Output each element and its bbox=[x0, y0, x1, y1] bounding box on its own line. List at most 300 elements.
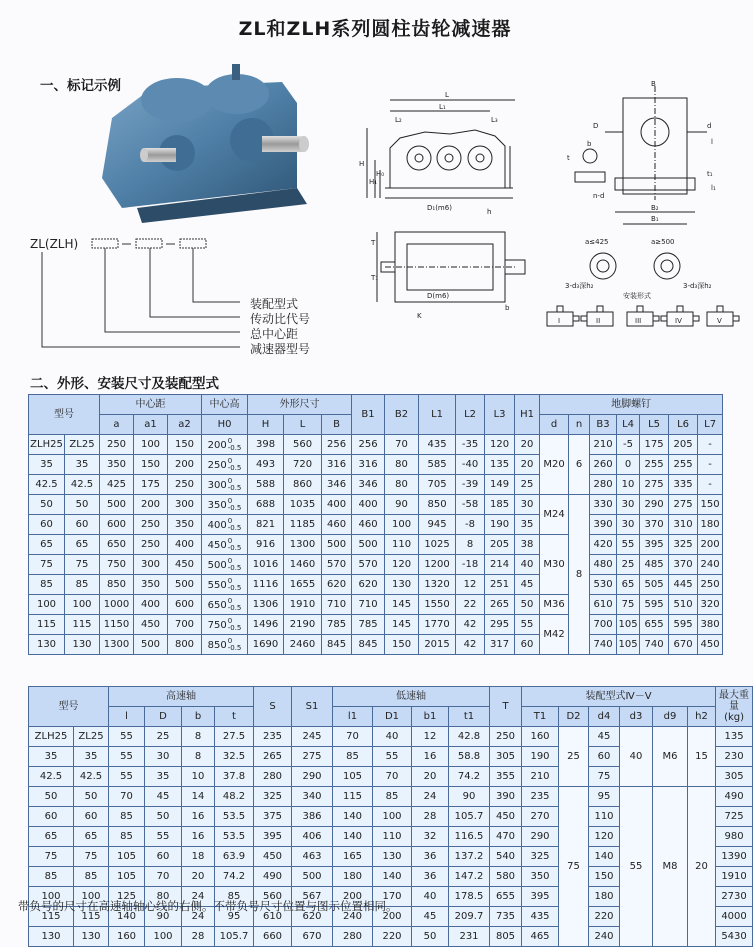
bolt-d-cell: M36 bbox=[540, 595, 569, 615]
table-cell: 785 bbox=[322, 615, 352, 635]
table-cell: 325 bbox=[254, 787, 292, 807]
t1-header-L3: L3 bbox=[485, 395, 515, 435]
table-cell: 16 bbox=[182, 807, 215, 827]
table-cell: 115 bbox=[29, 615, 65, 635]
table-cell: 1300 bbox=[284, 535, 322, 555]
table-cell: 214 bbox=[485, 555, 515, 575]
table-cell: - bbox=[698, 475, 723, 495]
table-cell: 2460 bbox=[284, 635, 322, 655]
table-cell: 500 bbox=[352, 535, 385, 555]
table-cell: 40 bbox=[515, 555, 540, 575]
table-cell: 50 bbox=[145, 807, 182, 827]
t1-sub-a: a bbox=[100, 415, 134, 435]
table-cell: 2190 bbox=[284, 615, 322, 635]
table-cell: 370 bbox=[640, 515, 669, 535]
table-cell: 85 bbox=[333, 747, 373, 767]
h0-value: 300 bbox=[207, 479, 227, 491]
table-cell: 916 bbox=[248, 535, 284, 555]
h0-tolerance bbox=[228, 498, 242, 512]
h0-value: 550 bbox=[207, 579, 227, 591]
table-row bbox=[29, 495, 723, 515]
t2-header-T: T bbox=[490, 687, 522, 727]
table-cell: 180 bbox=[333, 867, 373, 887]
table-cell: 240 bbox=[698, 555, 723, 575]
table-cell: 300 bbox=[168, 495, 202, 515]
table-cell: -39 bbox=[456, 475, 485, 495]
tol-lower: -0.5 bbox=[227, 483, 242, 492]
shaft-label-l: l bbox=[711, 138, 713, 146]
table-cell: 398 bbox=[248, 435, 284, 455]
table-cell: 149 bbox=[485, 475, 515, 495]
t2-sub-d4: d4 bbox=[589, 707, 620, 727]
table-cell: 27.5 bbox=[215, 727, 254, 747]
table-cell: 320 bbox=[698, 595, 723, 615]
table-cell: 55 bbox=[373, 747, 412, 767]
table-cell: 510 bbox=[669, 595, 698, 615]
table-cell: 945 bbox=[419, 515, 456, 535]
table-cell: 150 bbox=[385, 635, 419, 655]
table-cell: 688 bbox=[248, 495, 284, 515]
t1-sub-L4: L4 bbox=[617, 415, 640, 435]
table-cell: 1150 bbox=[100, 615, 134, 635]
side-label-H1: H₁ bbox=[369, 178, 378, 186]
mount-types-title: 安装形式 bbox=[623, 292, 651, 300]
table-cell: 280 bbox=[333, 927, 373, 947]
t1-header-outline: 外形尺寸 bbox=[248, 395, 352, 415]
table-cell: 310 bbox=[669, 515, 698, 535]
table-cell: 50 bbox=[412, 927, 449, 947]
table-cell: 100 bbox=[29, 595, 65, 615]
shaft-label-b: b bbox=[587, 140, 592, 148]
table-cell: 85 bbox=[29, 575, 65, 595]
t1-sub-B: B bbox=[322, 415, 352, 435]
table-cell: 14 bbox=[182, 787, 215, 807]
h0-tolerance bbox=[228, 638, 242, 652]
table-cell: 390 bbox=[590, 515, 617, 535]
table-cell: 2730 bbox=[716, 887, 753, 907]
tol-lower: -0.5 bbox=[227, 583, 242, 592]
mount-type-5: V bbox=[717, 317, 722, 325]
table-cell: 75 bbox=[65, 555, 100, 575]
h0-value: 200 bbox=[207, 439, 227, 451]
table-cell: 1655 bbox=[284, 575, 322, 595]
table-cell: 75 bbox=[74, 847, 109, 867]
shaft-label-l1: l₁ bbox=[711, 184, 716, 192]
table-cell: 45 bbox=[412, 907, 449, 927]
table-cell: 560 bbox=[254, 887, 292, 907]
table-cell: 2015 bbox=[419, 635, 456, 655]
table-cell: 10 bbox=[182, 767, 215, 787]
table-cell: 1185 bbox=[284, 515, 322, 535]
side-label-h: h bbox=[487, 208, 492, 216]
mount-type-4: IV bbox=[675, 317, 682, 325]
table-cell: 42 bbox=[456, 615, 485, 635]
table-cell: 105 bbox=[617, 635, 640, 655]
table-cell: 370 bbox=[669, 555, 698, 575]
table-cell: 610 bbox=[254, 907, 292, 927]
table-cell: 245 bbox=[292, 727, 333, 747]
t1-sub-d: d bbox=[540, 415, 569, 435]
table-cell: 140 bbox=[333, 807, 373, 827]
end-label-B2: B₂ bbox=[651, 204, 659, 212]
table-cell: 255 bbox=[640, 455, 669, 475]
table-cell: 60 bbox=[65, 515, 100, 535]
table-cell: 350 bbox=[134, 575, 168, 595]
table-cell: 470 bbox=[490, 827, 522, 847]
table-cell: 465 bbox=[522, 927, 559, 947]
table-cell: 490 bbox=[254, 867, 292, 887]
table-cell: 95 bbox=[589, 787, 620, 807]
table-cell: 42.8 bbox=[449, 727, 490, 747]
table-cell: 350 bbox=[522, 867, 559, 887]
side-label-H: H bbox=[359, 160, 365, 168]
table-cell: 140 bbox=[109, 907, 145, 927]
table-cell: 120 bbox=[589, 827, 620, 847]
table-cell: 42 bbox=[456, 635, 485, 655]
table-cell: 85 bbox=[29, 867, 74, 887]
table-cell: 50 bbox=[29, 495, 65, 515]
end-label-D: D bbox=[593, 122, 599, 130]
shaft-detail-drawing bbox=[567, 138, 716, 192]
h0-value: 650 bbox=[207, 599, 227, 611]
table-cell: 650 bbox=[100, 535, 134, 555]
table-cell: 85 bbox=[373, 787, 412, 807]
page-title: ZL和ZLH系列圆柱齿轮减速器 bbox=[238, 18, 512, 40]
table-cell: 390 bbox=[490, 787, 522, 807]
h0-tolerance bbox=[228, 558, 242, 572]
table-cell: 80 bbox=[385, 455, 419, 475]
table-cell: -58 bbox=[456, 495, 485, 515]
tol-upper: 0 bbox=[227, 556, 233, 565]
table-cell: 45 bbox=[589, 727, 620, 747]
table-cell: 42.5 bbox=[29, 767, 74, 787]
table-cell: 280 bbox=[590, 475, 617, 495]
table-cell: 130 bbox=[74, 927, 109, 947]
table-cell: ZLH25 bbox=[29, 435, 65, 455]
table-cell: 220 bbox=[373, 927, 412, 947]
d3-cell: 40 bbox=[620, 727, 653, 787]
t2-sub-h2: h2 bbox=[688, 707, 716, 727]
d9-cell: M6 bbox=[653, 727, 688, 787]
table-cell: 55 bbox=[109, 747, 145, 767]
table-cell: 450 bbox=[134, 615, 168, 635]
table-cell: 75 bbox=[29, 847, 74, 867]
hole-label-d3-a: 3-d₃深h₂ bbox=[565, 282, 594, 290]
table-cell: 35 bbox=[65, 455, 100, 475]
table-cell: 250 bbox=[490, 727, 522, 747]
table-cell: 805 bbox=[490, 927, 522, 947]
table-cell: 105 bbox=[109, 847, 145, 867]
table-cell: 190 bbox=[485, 515, 515, 535]
table-cell: 55 bbox=[109, 767, 145, 787]
table-cell: 445 bbox=[669, 575, 698, 595]
table-cell: 406 bbox=[292, 827, 333, 847]
plan-label-T: T bbox=[371, 239, 376, 247]
table-cell: -8 bbox=[456, 515, 485, 535]
table-cell: 180 bbox=[589, 887, 620, 907]
table-cell: 8 bbox=[182, 727, 215, 747]
table-cell: 560 bbox=[284, 435, 322, 455]
table-cell: 710 bbox=[322, 595, 352, 615]
h0-value: 250 bbox=[207, 459, 227, 471]
table-cell: 725 bbox=[716, 807, 753, 827]
d2-cell: 75 bbox=[559, 787, 589, 947]
table-cell: 160 bbox=[522, 727, 559, 747]
table-cell: 115 bbox=[29, 907, 74, 927]
tol-lower: -0.5 bbox=[227, 603, 242, 612]
d2-cell: 25 bbox=[559, 727, 589, 787]
table-cell: 250 bbox=[134, 515, 168, 535]
tol-upper: 0 bbox=[227, 616, 233, 625]
table-cell: 85 bbox=[215, 887, 254, 907]
table-cell: 115 bbox=[65, 615, 100, 635]
t1-sub-H: H bbox=[248, 415, 284, 435]
table-cell: 24 bbox=[182, 907, 215, 927]
h0-tolerance bbox=[228, 578, 242, 592]
tol-lower: -0.5 bbox=[227, 623, 242, 632]
bolt-d-cell: M20 bbox=[540, 435, 569, 495]
table-cell: 40 bbox=[412, 887, 449, 907]
side-label-L: L bbox=[445, 91, 449, 99]
h0-tolerance bbox=[228, 478, 242, 492]
plan-label-b: b bbox=[505, 304, 510, 312]
legend-ratio: 传动比代号 bbox=[250, 312, 311, 326]
table-cell: 200 bbox=[373, 907, 412, 927]
t2-sub-l: l bbox=[109, 707, 145, 727]
table-cell: 325 bbox=[669, 535, 698, 555]
t2-sub-T1: T1 bbox=[522, 707, 559, 727]
table-cell: 493 bbox=[248, 455, 284, 475]
table-cell: 400 bbox=[134, 595, 168, 615]
table-cell: 145 bbox=[385, 595, 419, 615]
hole-label-d3-b: 3-d₃深h₂ bbox=[683, 282, 712, 290]
table-cell: 620 bbox=[292, 907, 333, 927]
t2-sub-b1: b1 bbox=[412, 707, 449, 727]
table-cell: 170 bbox=[373, 887, 412, 907]
table-cell: 400 bbox=[168, 535, 202, 555]
table-cell: 135 bbox=[716, 727, 753, 747]
t1-header-model: 型号 bbox=[29, 395, 100, 435]
legend-assembly: 装配型式 bbox=[250, 297, 299, 311]
t1-header-center-height: 中心高 bbox=[202, 395, 248, 415]
table-cell: 125 bbox=[109, 887, 145, 907]
table-cell: 53.5 bbox=[215, 807, 254, 827]
table-cell: 540 bbox=[490, 847, 522, 867]
table-cell: 55 bbox=[515, 615, 540, 635]
table-cell: -5 bbox=[617, 435, 640, 455]
table-cell: 980 bbox=[716, 827, 753, 847]
table-cell: 460 bbox=[322, 515, 352, 535]
table-row bbox=[29, 535, 723, 555]
table-cell: 85 bbox=[74, 867, 109, 887]
table-cell: 60 bbox=[515, 635, 540, 655]
table-cell: 785 bbox=[352, 615, 385, 635]
table-cell: 209.7 bbox=[449, 907, 490, 927]
table-cell: 90 bbox=[385, 495, 419, 515]
table-cell: -40 bbox=[456, 455, 485, 475]
t2-header-weight-unit: (kg) bbox=[724, 712, 745, 723]
table-cell: ZL25 bbox=[65, 435, 100, 455]
table-cell: 220 bbox=[589, 907, 620, 927]
table-cell: 230 bbox=[716, 747, 753, 767]
table-cell: 270 bbox=[522, 807, 559, 827]
table-cell: 100 bbox=[134, 435, 168, 455]
h0-cell bbox=[202, 515, 248, 535]
table-cell: 210 bbox=[522, 767, 559, 787]
t1-header-center-distance: 中心距 bbox=[100, 395, 202, 415]
table-cell: 105 bbox=[109, 867, 145, 887]
table-cell: 95 bbox=[215, 907, 254, 927]
table-cell: 80 bbox=[145, 887, 182, 907]
table-cell: 20 bbox=[515, 435, 540, 455]
table-cell: 140 bbox=[373, 867, 412, 887]
table-cell: 316 bbox=[352, 455, 385, 475]
plan-label-T1: T₁ bbox=[371, 274, 379, 282]
table-cell: 20 bbox=[182, 867, 215, 887]
table-cell: 30 bbox=[617, 495, 640, 515]
table-cell: 105 bbox=[617, 615, 640, 635]
table-row bbox=[29, 635, 723, 655]
table-cell: 65 bbox=[29, 535, 65, 555]
table-cell: 1300 bbox=[100, 635, 134, 655]
table-cell: 22 bbox=[456, 595, 485, 615]
table-cell: 256 bbox=[322, 435, 352, 455]
t2-header-S1: S1 bbox=[292, 687, 333, 727]
table-cell: 1016 bbox=[248, 555, 284, 575]
table-cell: 110 bbox=[589, 807, 620, 827]
table-cell: 25 bbox=[617, 555, 640, 575]
table-cell: 330 bbox=[590, 495, 617, 515]
table-cell: 147.2 bbox=[449, 867, 490, 887]
table-cell: 740 bbox=[590, 635, 617, 655]
tol-upper: 0 bbox=[227, 536, 233, 545]
table-cell: 620 bbox=[352, 575, 385, 595]
table-cell: 130 bbox=[385, 575, 419, 595]
t1-sub-L6: L6 bbox=[669, 415, 698, 435]
table-cell: 800 bbox=[168, 635, 202, 655]
legend-model: 减速器型号 bbox=[250, 342, 311, 356]
t1-sub-a1: a1 bbox=[134, 415, 168, 435]
table-cell: 60 bbox=[145, 847, 182, 867]
dimensions-table bbox=[28, 394, 723, 655]
table-cell: 420 bbox=[590, 535, 617, 555]
table-cell: 317 bbox=[485, 635, 515, 655]
table-cell: 335 bbox=[669, 475, 698, 495]
h2-cell: 15 bbox=[688, 727, 716, 787]
table-cell: 380 bbox=[698, 615, 723, 635]
side-label-L1: L₁ bbox=[439, 103, 446, 111]
table-cell: 350 bbox=[168, 515, 202, 535]
table-cell: 720 bbox=[284, 455, 322, 475]
table-cell: 160 bbox=[109, 927, 145, 947]
table-cell: 85 bbox=[65, 575, 100, 595]
table-cell: 36 bbox=[412, 847, 449, 867]
section-2-title: 二、外形、安装尺寸及装配型式 bbox=[30, 376, 219, 392]
tol-lower: -0.5 bbox=[227, 463, 242, 472]
bolt-n-cell: 6 bbox=[569, 435, 590, 495]
table-cell: 30 bbox=[617, 515, 640, 535]
table-cell: 850 bbox=[419, 495, 456, 515]
t1-header-B2: B2 bbox=[385, 395, 419, 435]
t1-header-B1: B1 bbox=[352, 395, 385, 435]
table-cell: 265 bbox=[254, 747, 292, 767]
table-cell: 450 bbox=[168, 555, 202, 575]
t1-header-foot-bolt: 地脚螺钉 bbox=[540, 395, 723, 415]
table-cell: 255 bbox=[669, 455, 698, 475]
h0-cell bbox=[202, 635, 248, 655]
table-cell: 12 bbox=[412, 727, 449, 747]
table-cell: 140 bbox=[333, 827, 373, 847]
footnote: 带负号的尺寸在高速轴轴心线的右侧。不带负号尺寸位置与图示位置相同。 bbox=[18, 899, 398, 913]
table-cell: 63.9 bbox=[215, 847, 254, 867]
h0-cell bbox=[202, 575, 248, 595]
table-cell: 251 bbox=[485, 575, 515, 595]
table-cell: 0 bbox=[617, 455, 640, 475]
table-cell: 75 bbox=[29, 555, 65, 575]
h0-tolerance bbox=[228, 618, 242, 632]
table-cell: 400 bbox=[352, 495, 385, 515]
tol-upper: 0 bbox=[227, 576, 233, 585]
table-cell: -35 bbox=[456, 435, 485, 455]
table-cell: 500 bbox=[322, 535, 352, 555]
table-cell: 200 bbox=[168, 455, 202, 475]
table-cell: 850 bbox=[100, 575, 134, 595]
table-cell: 1550 bbox=[419, 595, 456, 615]
table-cell: 42.5 bbox=[65, 475, 100, 495]
table-cell: 60 bbox=[29, 807, 74, 827]
t1-sub-a2: a2 bbox=[168, 415, 202, 435]
h0-cell bbox=[202, 455, 248, 475]
table-cell: 400 bbox=[322, 495, 352, 515]
table-cell: 740 bbox=[640, 635, 669, 655]
t1-header-H1: H1 bbox=[515, 395, 540, 435]
table-cell: 500 bbox=[134, 635, 168, 655]
table-cell: 18 bbox=[182, 847, 215, 867]
h0-cell bbox=[202, 435, 248, 455]
table-cell: 1910 bbox=[284, 595, 322, 615]
tol-lower: -0.5 bbox=[227, 543, 242, 552]
h0-value: 450 bbox=[207, 539, 227, 551]
h0-value: 400 bbox=[207, 519, 227, 531]
table-cell: 60 bbox=[589, 747, 620, 767]
t1-sub-B3: B3 bbox=[590, 415, 617, 435]
table-cell: 90 bbox=[145, 907, 182, 927]
hole-label-a500: a≥500 bbox=[651, 238, 675, 246]
table-cell: 500 bbox=[292, 867, 333, 887]
table-cell: 40 bbox=[373, 727, 412, 747]
table-cell: 325 bbox=[522, 847, 559, 867]
end-label-B1: B₁ bbox=[651, 215, 659, 223]
table-cell: 1496 bbox=[248, 615, 284, 635]
table-row bbox=[29, 475, 723, 495]
table-cell: 24 bbox=[182, 887, 215, 907]
t1-sub-H0: H0 bbox=[202, 415, 248, 435]
table-cell: 35 bbox=[29, 747, 74, 767]
table-cell: - bbox=[698, 455, 723, 475]
tol-upper: 0 bbox=[227, 456, 233, 465]
end-label-nd: n-d bbox=[593, 192, 605, 200]
table-cell: 350 bbox=[100, 455, 134, 475]
table-cell: 250 bbox=[134, 535, 168, 555]
table-cell: 580 bbox=[490, 867, 522, 887]
table-cell: 450 bbox=[254, 847, 292, 867]
t2-sub-t: t bbox=[215, 707, 254, 727]
table-cell: 4000 bbox=[716, 907, 753, 927]
table-cell: 175 bbox=[640, 435, 669, 455]
table-cell: 130 bbox=[29, 635, 65, 655]
table-cell: 12 bbox=[456, 575, 485, 595]
table-cell: 595 bbox=[640, 595, 669, 615]
